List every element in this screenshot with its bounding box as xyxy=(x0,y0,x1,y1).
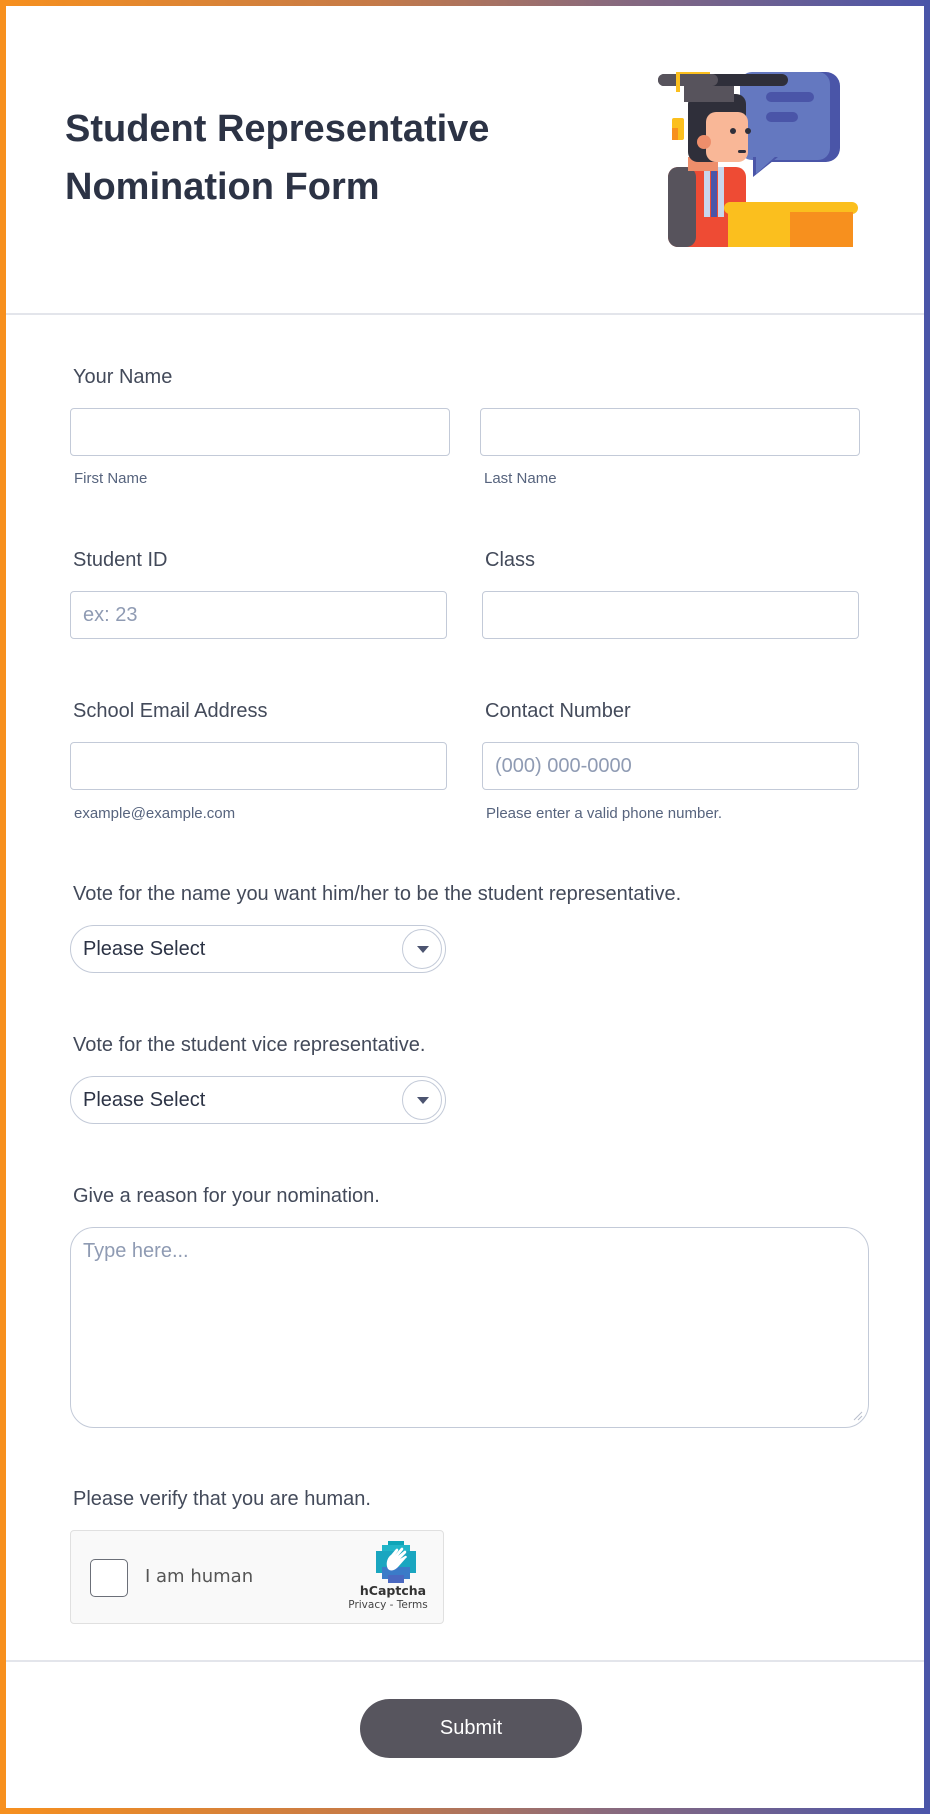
graduate-illustration-icon xyxy=(648,72,858,247)
name-label: Your Name xyxy=(73,366,173,388)
captcha-checkbox[interactable] xyxy=(90,1559,128,1597)
captcha-brand: hCaptcha xyxy=(359,1583,427,1598)
email-label: School Email Address xyxy=(73,700,268,722)
phone-input[interactable] xyxy=(482,742,859,790)
first-name-sublabel: First Name xyxy=(74,470,148,487)
email-input[interactable] xyxy=(70,742,447,790)
rep-vote-selected: Please Select xyxy=(83,938,206,960)
last-name-input[interactable] xyxy=(480,408,860,456)
rep-vote-label: Vote for the name you want him/her to be the student representative. xyxy=(73,883,682,905)
vice-vote-label: Vote for the student vice representative. xyxy=(73,1034,426,1056)
title-line-1: Student Representative xyxy=(65,108,490,150)
hcaptcha-logo-icon xyxy=(376,1541,416,1583)
first-name-input[interactable] xyxy=(70,408,450,456)
phone-sublabel: Please enter a valid phone number. xyxy=(486,805,722,822)
email-sublabel: example@example.com xyxy=(74,805,236,822)
class-label: Class xyxy=(485,549,536,571)
captcha-label: Please verify that you are human. xyxy=(73,1488,371,1510)
resize-grip-icon[interactable] xyxy=(853,1411,863,1421)
captcha-privacy-terms-links[interactable]: Privacy - Terms xyxy=(348,1599,428,1611)
rep-vote-dropdown[interactable] xyxy=(70,925,446,973)
vice-vote-toggle[interactable] xyxy=(402,1080,442,1120)
last-name-sublabel: Last Name xyxy=(484,470,557,487)
frame-right-border xyxy=(924,0,930,1814)
hcaptcha-widget xyxy=(70,1530,444,1624)
phone-label: Contact Number xyxy=(485,700,631,722)
student-id-label: Student ID xyxy=(73,549,168,571)
class-input[interactable] xyxy=(482,591,859,639)
student-id-input[interactable] xyxy=(70,591,447,639)
rep-vote-toggle[interactable] xyxy=(402,929,442,969)
reason-textarea[interactable] xyxy=(70,1227,869,1428)
vice-vote-selected: Please Select xyxy=(83,1089,206,1111)
chevron-down-icon xyxy=(417,1097,429,1104)
page-title xyxy=(65,100,585,216)
footer-divider xyxy=(6,1660,924,1662)
chevron-down-icon xyxy=(417,946,429,953)
frame-bottom-border xyxy=(0,1808,930,1814)
title-line-2: Nomination Form xyxy=(65,166,380,208)
captcha-checkbox-label: I am human xyxy=(145,1566,254,1587)
reason-label: Give a reason for your nomination. xyxy=(73,1185,380,1207)
submit-button[interactable]: Submit xyxy=(360,1699,582,1758)
vice-vote-dropdown[interactable] xyxy=(70,1076,446,1124)
